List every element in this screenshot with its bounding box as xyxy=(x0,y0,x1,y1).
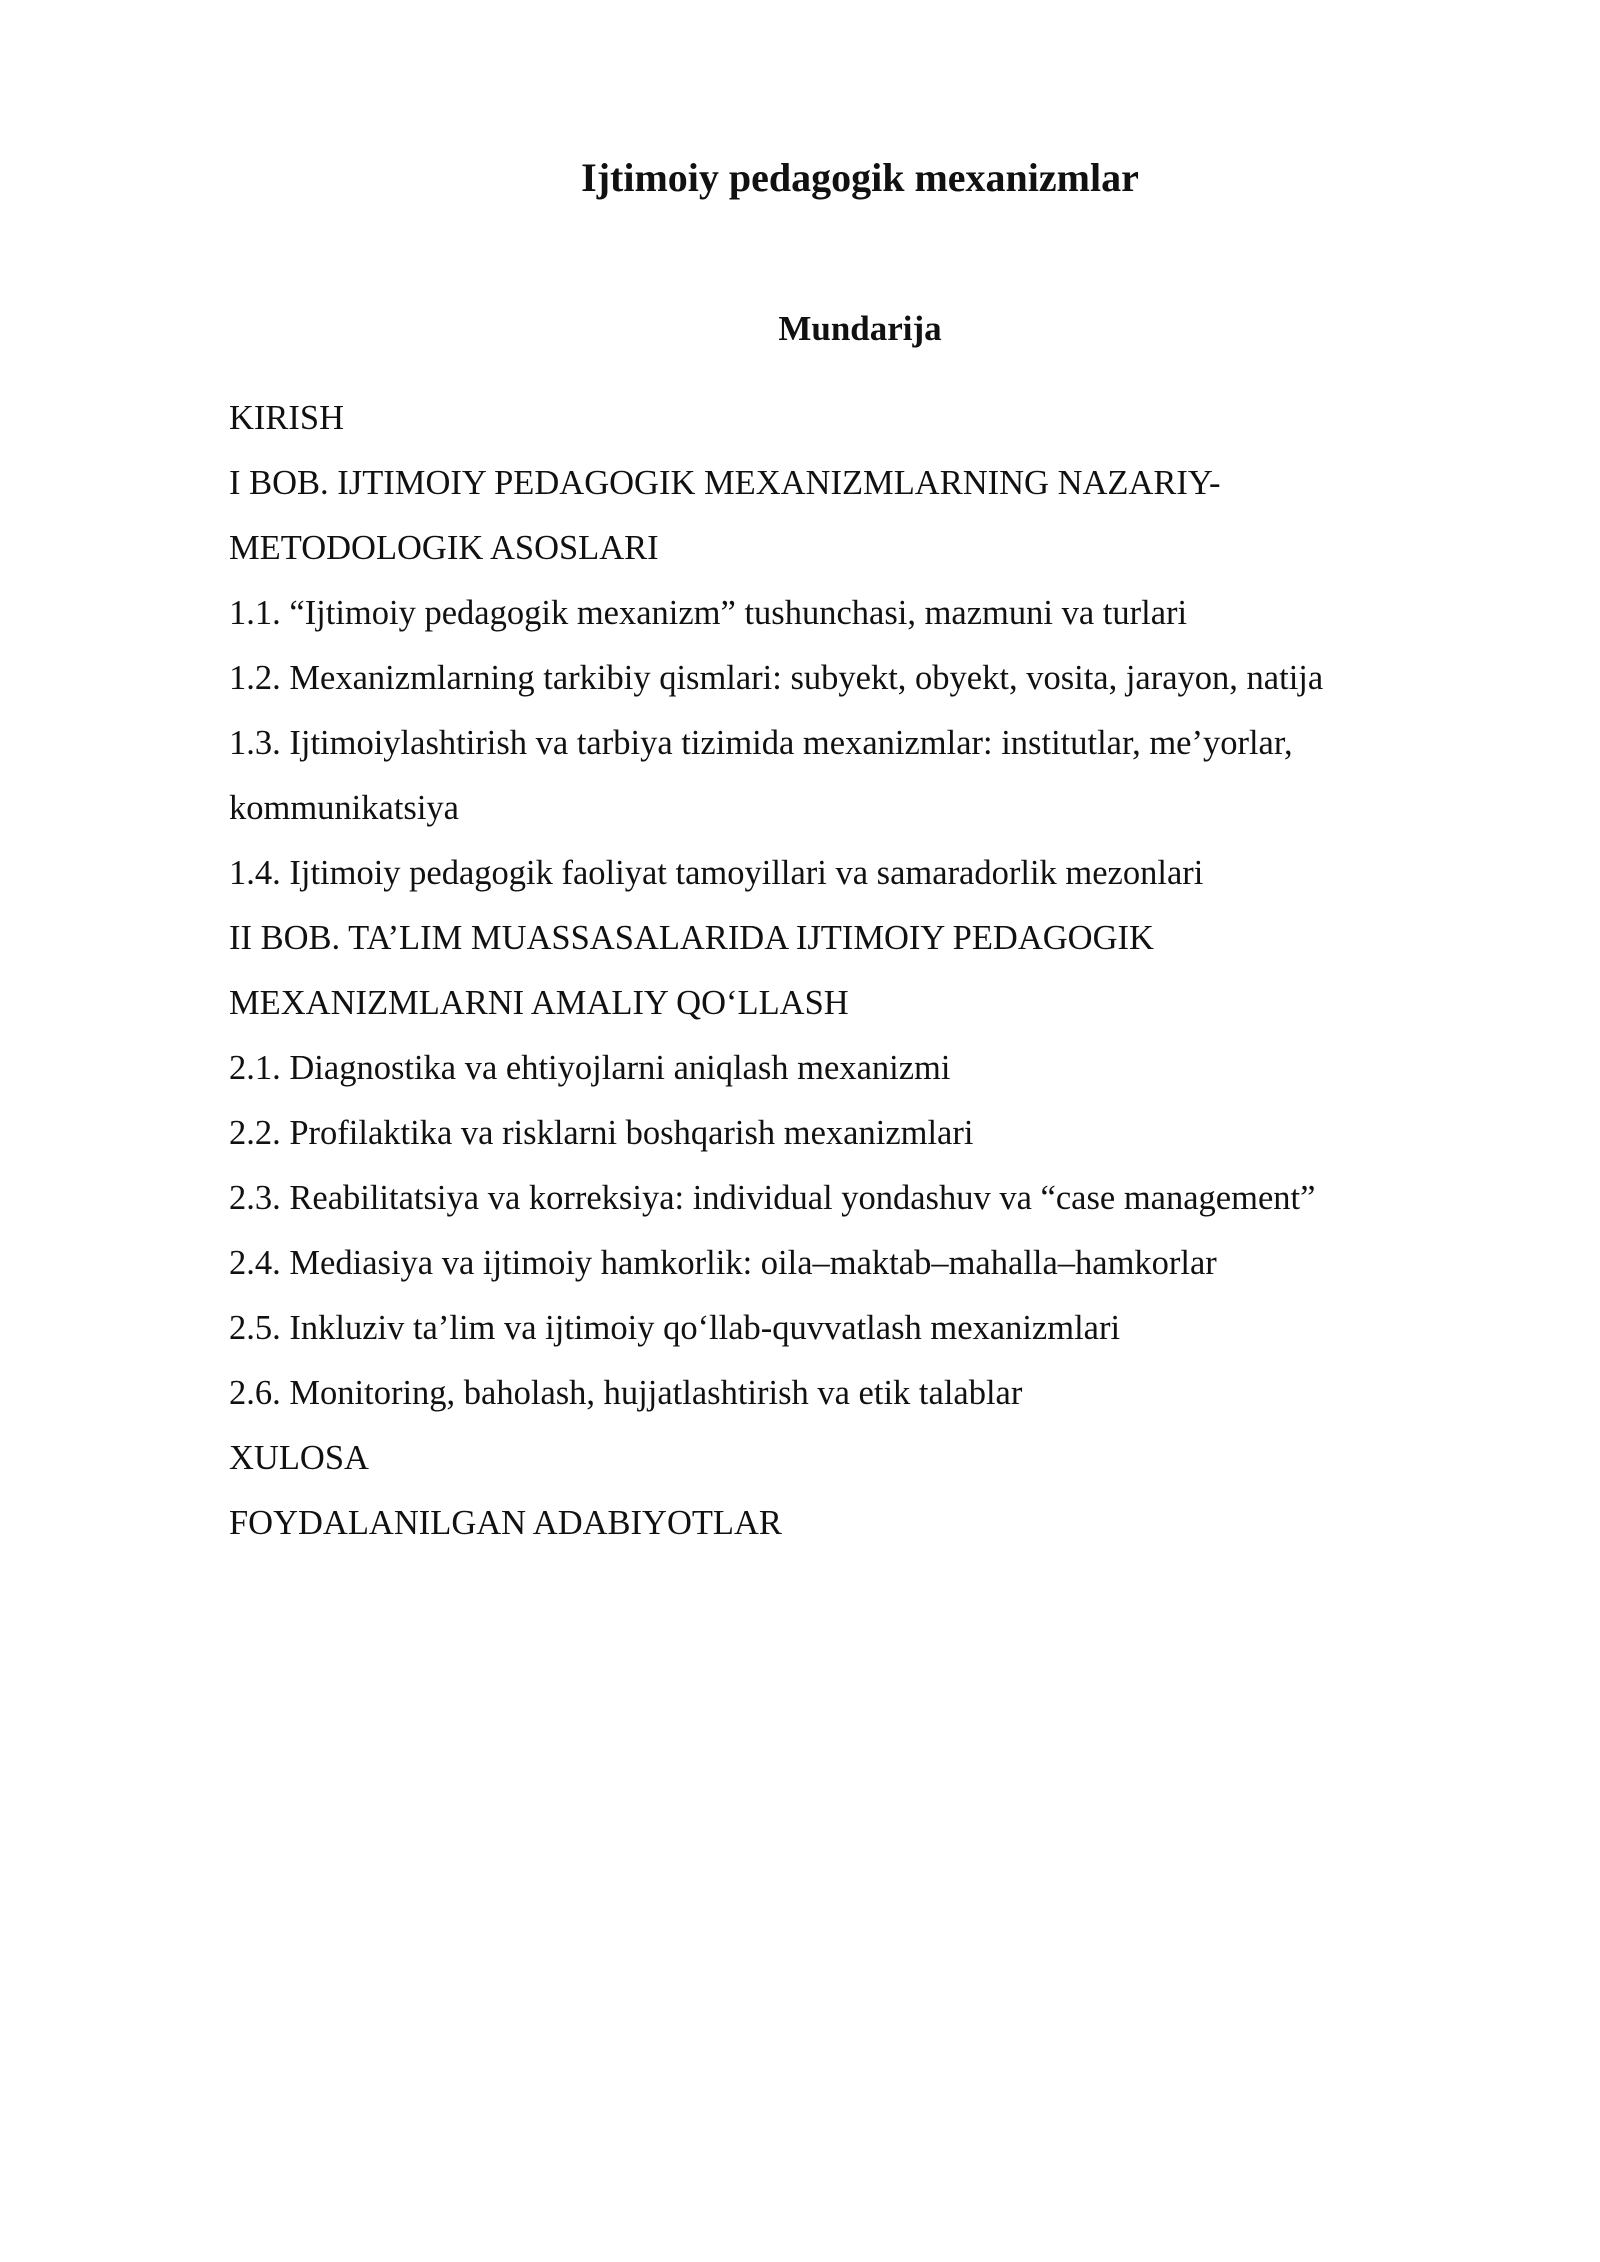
toc-entry-section-2-2: 2.2. Profilaktika va risklarni boshqarish mexanizmlari xyxy=(229,1114,974,1152)
toc-entry-section-1-3: 1.3. Ijtimoiylashtirish va tarbiya tizimida mexanizmlar: institutlar, me’yorlar, xyxy=(229,724,1293,762)
toc-entry-section-1-2: 1.2. Mexanizmlarning tarkibiy qismlari: subyekt, obyekt, vosita, jarayon, natija xyxy=(229,659,1324,697)
toc-entry-chapter-1-continued: METODOLOGIK ASOSLARI xyxy=(229,529,659,567)
toc-entry-references: FOYDALANILGAN ADABIYOTLAR xyxy=(229,1504,782,1542)
document-title: Ijtimoiy pedagogik mexanizmlar xyxy=(581,155,1139,200)
toc-heading: Mundarija xyxy=(778,309,942,348)
toc-entry-section-1-3-continued: kommunikatsiya xyxy=(229,789,459,827)
toc-entry-chapter-2: II BOB. TA’LIM MUASSASALARIDA IJTIMOIY PEDAGOGIK xyxy=(229,919,1154,957)
toc-entry-section-2-5: 2.5. Inkluziv ta’lim va ijtimoiy qo‘llab-quvvatlash mexanizmlari xyxy=(229,1309,1121,1347)
table-of-contents xyxy=(229,386,1529,1556)
toc-entry-section-2-6: 2.6. Monitoring, baholash, hujjatlashtirish va etik talablar xyxy=(229,1374,1023,1412)
toc-entry-section-1-4: 1.4. Ijtimoiy pedagogik faoliyat tamoyillari va samaradorlik mezonlari xyxy=(229,854,1204,892)
toc-entry-section-1-1: 1.1. “Ijtimoiy pedagogik mexanizm” tushunchasi, mazmuni va turlari xyxy=(229,594,1188,632)
toc-entry-introduction: KIRISH xyxy=(229,399,345,437)
toc-entry-section-2-4: 2.4. Mediasiya va ijtimoiy hamkorlik: oila–maktab–mahalla–hamkorlar xyxy=(229,1244,1217,1282)
toc-entry-chapter-1: I BOB. IJTIMOIY PEDAGOGIK MEXANIZMLARNING NAZARIY- xyxy=(229,464,1221,502)
toc-entry-chapter-2-continued: MEXANIZMLARNI AMALIY QO‘LLASH xyxy=(229,984,849,1022)
toc-entry-conclusion: XULOSA xyxy=(229,1439,369,1477)
toc-entry-section-2-1: 2.1. Diagnostika va ehtiyojlarni aniqlash mexanizmi xyxy=(229,1049,951,1087)
toc-entry-section-2-3: 2.3. Reabilitatsiya va korreksiya: individual yondashuv va “case management” xyxy=(229,1179,1316,1217)
